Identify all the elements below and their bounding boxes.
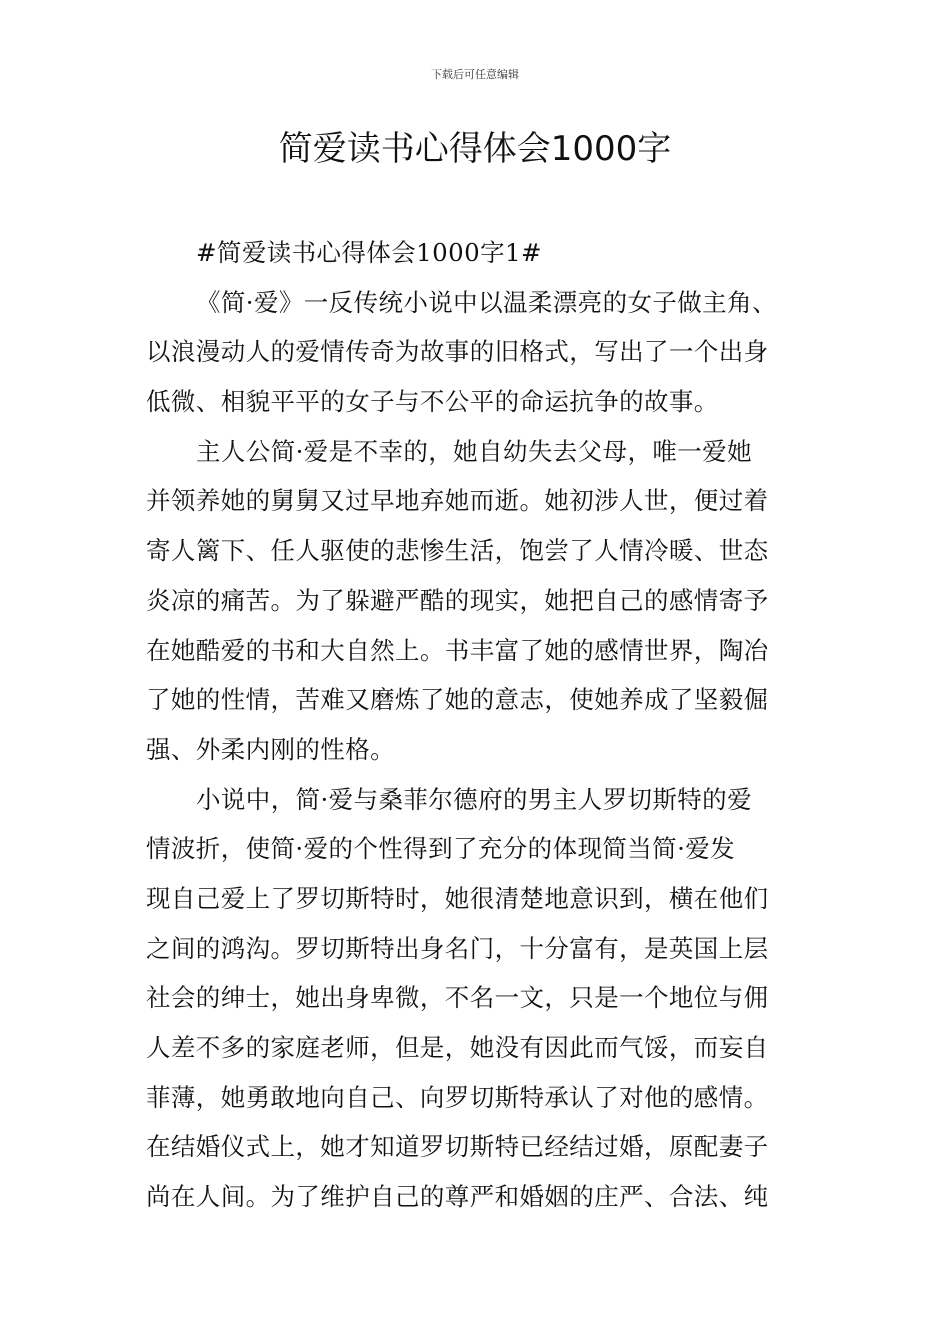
body-text-line: 低微、相貌平平的女子与不公平的命运抗争的故事。 [146, 387, 719, 417]
body-text-line: 寄人篱下、任人驱使的悲惨生活，饱尝了人情冷暖、世态 [146, 536, 769, 566]
body-text-line: 小说中，简·爱与桑菲尔德府的男主人罗切斯特的爱 [196, 784, 752, 814]
header-note: 下载后可任意编辑 [431, 68, 519, 81]
body-text-line: 主人公简·爱是不幸的，她自幼失去父母，唯一爱她 [196, 436, 752, 466]
body-text-line: 以浪漫动人的爱情传奇为故事的旧格式，写出了一个出身 [146, 337, 769, 367]
body-text-line: 《简·爱》一反传统小说中以温柔漂亮的女子做主角、 [196, 287, 777, 317]
body-text-line: 菲薄，她勇敢地向自己、向罗切斯特承认了对他的感情。 [146, 1082, 769, 1112]
body-text-line: 之间的鸿沟。罗切斯特出身名门，十分富有，是英国上层 [146, 933, 769, 963]
body-text-line: 并领养她的舅舅又过早地弃她而逝。她初涉人世，便过着 [146, 486, 769, 516]
body-text-line: 尚在人间。为了维护自己的尊严和婚姻的庄严、合法、纯 [146, 1182, 769, 1212]
body-text-line: 情波折，使简·爱的个性得到了充分的体现简当简·爱发 [146, 834, 736, 864]
body-text-line: #简爱读书心得体会1000字1# [196, 238, 542, 267]
body-text-line: 强、外柔内刚的性格。 [146, 734, 395, 764]
body-text-line: 炎凉的痛苦。为了躲避严酷的现实，她把自己的感情寄予 [146, 585, 769, 615]
body-text-line: 在她酷爱的书和大自然上。书丰富了她的感情世界，陶冶 [146, 635, 769, 665]
body-text-line: 社会的绅士，她出身卑微，不名一文，只是一个地位与佣 [146, 983, 769, 1013]
document-body [146, 228, 808, 1222]
body-text-line: 现自己爱上了罗切斯特时，她很清楚地意识到，横在他们 [146, 883, 769, 913]
body-text-line: 人差不多的家庭老师，但是，她没有因此而气馁，而妄自 [146, 1033, 769, 1062]
document-title: 简爱读书心得体会1000字 [278, 129, 672, 169]
body-text-line: 了她的性情，苦难又磨炼了她的意志，使她养成了坚毅倔 [146, 685, 769, 715]
body-text-line: 在结婚仪式上，她才知道罗切斯特已经结过婚，原配妻子 [146, 1132, 769, 1162]
